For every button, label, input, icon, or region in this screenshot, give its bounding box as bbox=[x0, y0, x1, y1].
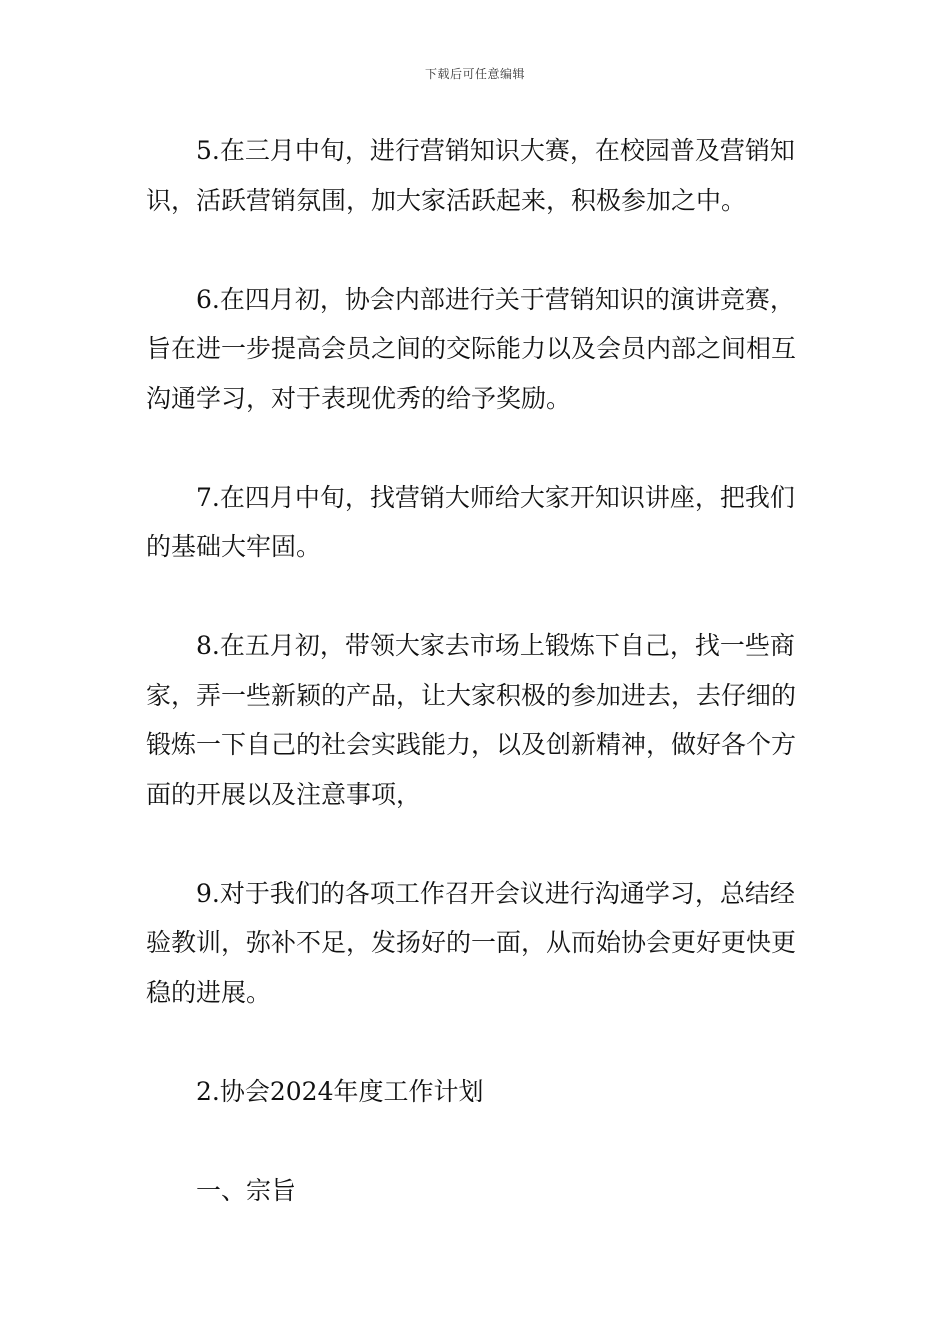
paragraph-spacer bbox=[146, 819, 816, 869]
section-heading-plan: 2.协会2024年度工作计划 bbox=[196, 1076, 484, 1106]
paragraph-item-8: 8.在五月初，带领大家去市场上锻炼下自己，找一些商家，弄一些新颖的产品，让大家积极的参加进去，去仔细的锻炼一下自己的社会实践能力，以及创新精神，做好各个方面的开展以及注意事项， bbox=[146, 631, 797, 809]
paragraph-spacer bbox=[146, 423, 816, 473]
section-heading-purpose: 一、宗旨 bbox=[196, 1175, 297, 1205]
paragraph-item-6: 6.在四月初，协会内部进行关于营销知识的演讲竞赛，旨在进一步提高会员之间的交际能力以及会员内部之间相互沟通学习，对于表现优秀的给予奖励。 bbox=[146, 284, 797, 413]
paragraph-spacer bbox=[146, 572, 816, 622]
paragraph-item-7: 7.在四月中旬，找营销大师给大家开知识讲座，把我们的基础大牢固。 bbox=[146, 482, 795, 561]
paragraph-item-5: 5.在三月中旬，进行营销知识大赛，在校园普及营销知识，活跃营销氛围，加大家活跃起来，积极参加之中。 bbox=[146, 136, 795, 215]
paragraph-spacer bbox=[146, 1116, 816, 1166]
paragraph-spacer bbox=[146, 225, 816, 275]
paragraph-item-9: 9.对于我们的各项工作召开会议进行沟通学习，总结经验教训，弥补不足，发扬好的一面，从而始协会更好更快更稳的进展。 bbox=[146, 878, 797, 1007]
document-body bbox=[146, 126, 816, 1215]
paragraph-spacer bbox=[146, 1017, 816, 1067]
page-header: 下载后可任意编辑 bbox=[424, 67, 525, 81]
